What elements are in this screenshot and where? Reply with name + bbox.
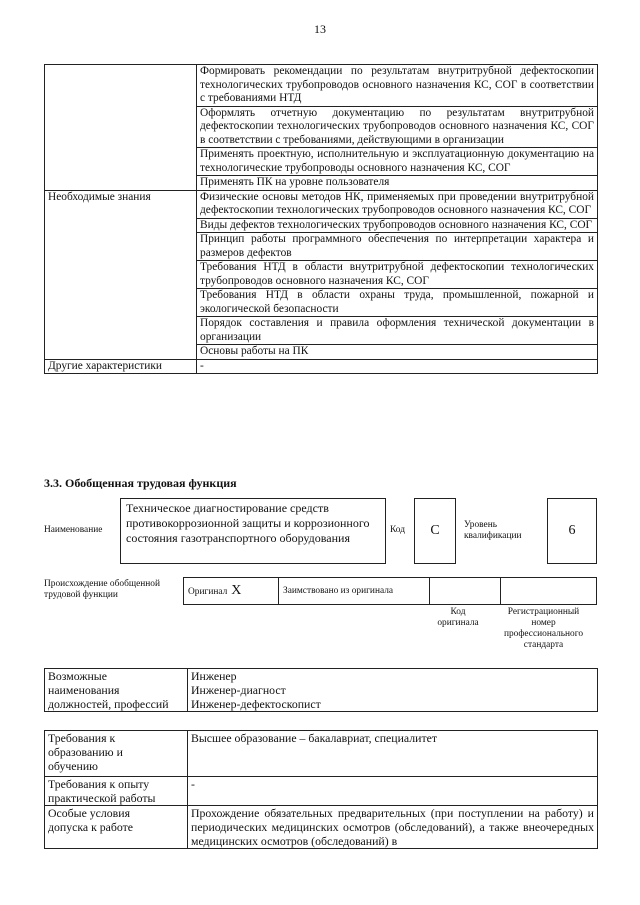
origin-label-line: Происхождение обобщенной — [44, 579, 160, 589]
skill-cell: Оформлять отчетную документацию по результатам внутритрубной дефектоскопии технологических трубопроводов основного назначения КС, СОГ в соответствии с требованиями, действующими в организации — [197, 106, 598, 148]
table-row — [45, 777, 598, 806]
knowledge-cell: Виды дефектов технологических трубопроводов основного назначения КС, СОГ — [197, 218, 598, 233]
row-label — [45, 65, 197, 191]
origin-label-line: трудовой функции — [44, 590, 118, 600]
level-label-line: квалификации — [464, 531, 522, 541]
position-item: Инженер-диагност — [191, 683, 286, 697]
knowledge-cell: Принцип работы программного обеспечения по интерпретации характера и размеров дефектов — [197, 233, 598, 261]
education-value: Высшее образование – бакалавриат, специалитет — [188, 731, 598, 777]
page-number: 13 — [314, 22, 326, 36]
level-label — [464, 520, 522, 542]
knowledge-cell: Физические основы методов НК, применяемых при проведении внутритрубной дефектоскопии технологических трубопроводов основного назначения КС, СОГ — [197, 190, 598, 218]
admission-label — [45, 806, 188, 849]
code-value: С — [414, 498, 456, 564]
label-line: образованию и — [48, 745, 123, 759]
skill-cell: Формировать рекомендации по результатам внутритрубной дефектоскопии технологических трубопроводов основного назначения КС, СОГ в соответствии с требованиями НТД — [197, 65, 598, 107]
table-row — [45, 190, 598, 218]
label-line: Особые условия — [48, 806, 130, 820]
knowledge-cell: Требования НТД в области охраны труда, промышленной, пожарной и экологической безопасности — [197, 289, 598, 317]
caption-line: профессионального — [503, 629, 584, 639]
function-name: Техническое диагностирование средств противокоррозионной защиты и коррозионного состояния газотранспортного оборудования — [120, 498, 386, 564]
code-original-cell — [430, 578, 501, 605]
row-label-other: Другие характеристики — [45, 359, 197, 374]
table-row — [45, 731, 598, 777]
positions-label — [45, 669, 188, 712]
original-cell — [184, 578, 279, 605]
knowledge-cell: Основы работы на ПК — [197, 345, 598, 360]
caption-line: номер — [531, 618, 556, 628]
knowledge-cell: Порядок составления и правила оформления технической документации в организации — [197, 317, 598, 345]
skill-cell: Применять ПК на уровне пользователя — [197, 176, 598, 191]
level-label-line: Уровень — [464, 520, 498, 530]
label-line: обучению — [48, 759, 98, 773]
label-line: Возможные — [48, 669, 107, 683]
skill-cell: Применять проектную, исполнительную и эксплуатационную документацию на технологические трубопроводы основного назначения КС, СОГ — [197, 148, 598, 176]
caption-line: Регистрационный — [507, 607, 580, 617]
caption-line: Код — [450, 607, 466, 617]
reg-number-cell — [501, 578, 597, 605]
borrowed-cell: Заимствовано из оригинала — [279, 578, 430, 605]
label-line: должностей, профессий — [48, 697, 169, 711]
table-row — [45, 669, 598, 712]
positions-values — [188, 669, 598, 712]
origin-table — [183, 577, 597, 605]
positions-table — [44, 668, 598, 712]
admission-value: Прохождение обязательных предварительных (при поступлении на работу) и периодических медицинских осмотров (обследований), а также внеочередных медицинских осмотров (обследований) в — [188, 806, 598, 849]
section-title: 3.3. Обобщенная трудовая функция — [44, 476, 237, 490]
caption-line: стандарта — [523, 640, 564, 650]
label-line: наименования — [48, 683, 120, 697]
original-label: Оригинал — [188, 587, 228, 597]
name-label: Наименование — [44, 525, 103, 535]
position-item: Инженер-дефектоскопист — [191, 697, 321, 711]
table-row — [45, 359, 598, 374]
knowledge-cell: Требования НТД в области внутритрубной дефектоскопии технологических трубопроводов основного назначения КС, СОГ — [197, 261, 598, 289]
origin-label — [44, 579, 160, 601]
label-line: допуска к работе — [48, 820, 134, 834]
label-line: практической работы — [48, 791, 156, 805]
label-line: Требования к опыту — [48, 777, 150, 791]
skills-knowledge-table — [44, 64, 598, 374]
reg-number-caption — [490, 607, 597, 651]
experience-value: - — [188, 777, 598, 806]
level-value: 6 — [547, 498, 597, 564]
code-original-caption — [427, 607, 489, 629]
row-label-knowledge: Необходимые знания — [45, 190, 197, 359]
requirements-table — [44, 730, 598, 849]
caption-line: оригинала — [437, 618, 479, 628]
original-mark: X — [231, 583, 242, 598]
education-label — [45, 731, 188, 777]
experience-label — [45, 777, 188, 806]
other-cell: - — [197, 359, 598, 374]
label-line: Требования к — [48, 731, 116, 745]
table-row — [45, 65, 598, 107]
code-label: Код — [390, 525, 405, 535]
position-item: Инженер — [191, 669, 237, 683]
table-row — [45, 806, 598, 849]
